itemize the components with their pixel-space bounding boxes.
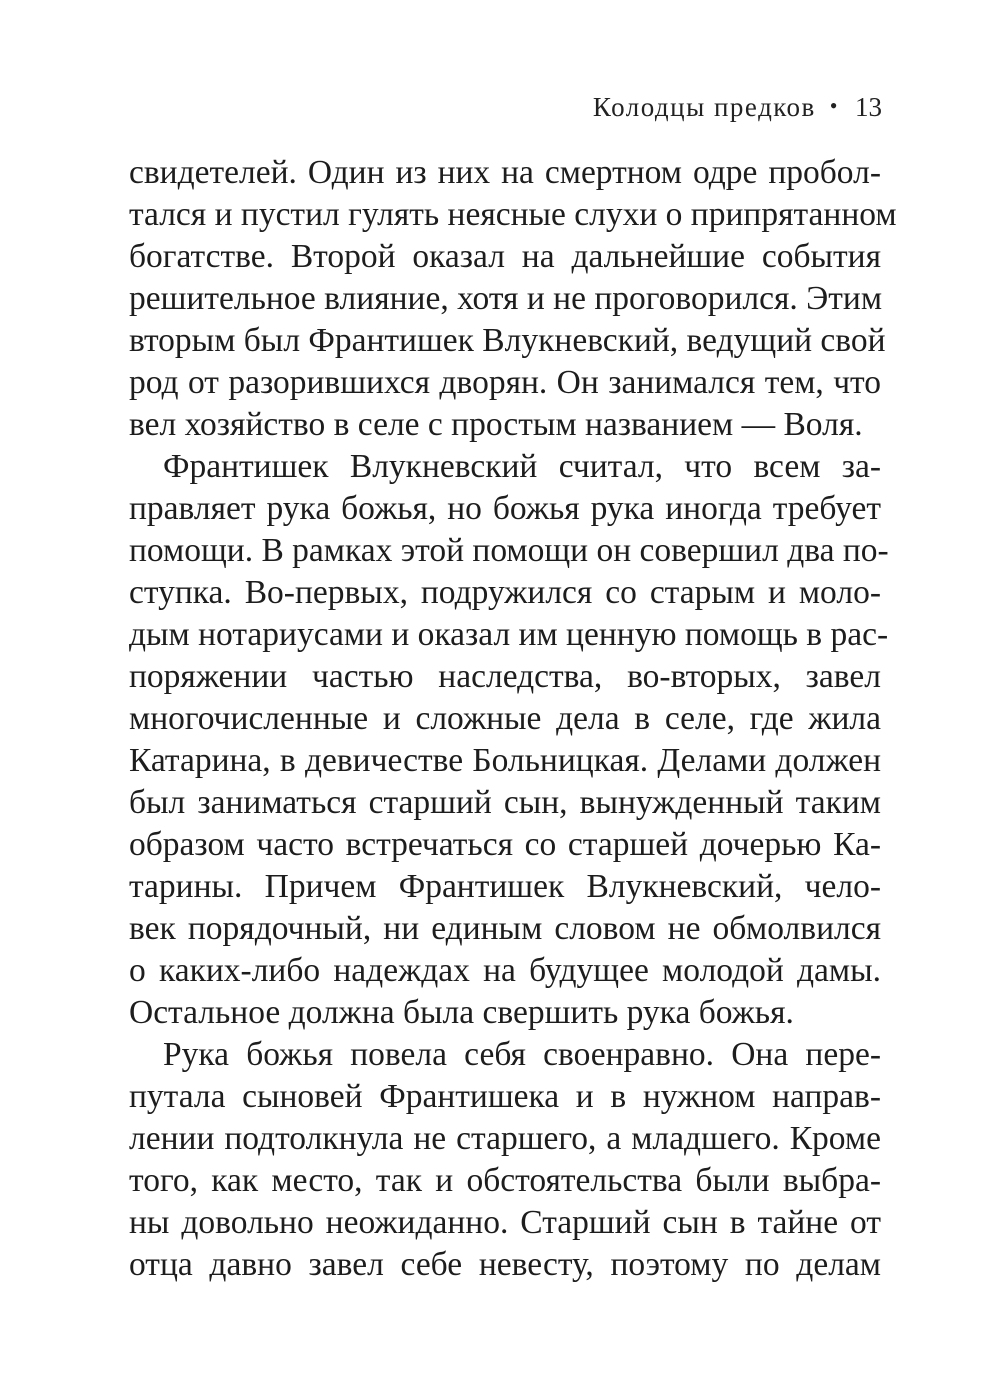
text-line: богатстве. Второй оказал на дальнейшие события (129, 238, 881, 275)
text-line: ны довольно неожиданно. Старший сын в тайне от (129, 1204, 881, 1241)
page-number: 13 (855, 92, 882, 122)
text-line: о каких-либо надеждах на будущее молодой дамы. (129, 952, 881, 989)
text-line: правляет рука божья, но божья рука иногда требует (129, 490, 881, 527)
text-line: вел хозяйство в селе с простым названием — Воля. (129, 406, 863, 443)
text-line: тарины. Причем Франтишек Влукневский, чело- (129, 868, 881, 905)
text-line: поряжении частью наследства, во-вторых, завел (129, 658, 881, 695)
running-head-bullet: • (829, 93, 839, 118)
body-text (129, 152, 897, 1286)
paragraph-3 (129, 1034, 881, 1286)
paragraph-2 (129, 446, 889, 1034)
text-line: свидетелей. Один из них на смертном одре пробол- (129, 154, 881, 191)
text-line: тался и пустил гулять неясные слухи о припрятанном (129, 196, 897, 233)
running-head (593, 92, 882, 123)
text-line: вторым был Франтишек Влукневский, ведущий свой (129, 322, 886, 359)
text-line: ступка. Во-первых, подружился со старым и моло- (129, 574, 881, 611)
text-line: род от разорившихся дворян. Он занимался тем, что (129, 364, 881, 401)
text-line: решительное влияние, хотя и не проговорился. Этим (129, 280, 883, 317)
text-line: путала сыновей Франтишека и в нужном направ- (129, 1078, 881, 1115)
text-line: Остальное должна была свершить рука божья. (129, 994, 794, 1031)
text-line: отца давно завел себе невесту, поэтому по делам (129, 1246, 881, 1283)
text-line: лении подтолкнула не старшего, а младшего. Кроме (129, 1120, 881, 1157)
text-line: Катарина, в девичестве Больницкая. Делами должен (129, 742, 881, 779)
text-line: образом часто встречаться со старшей дочерью Ка- (129, 826, 881, 863)
text-line: дым нотариусами и оказал им ценную помощь в рас- (129, 616, 889, 653)
text-line: многочисленные и сложные дела в селе, где жила (129, 700, 881, 737)
text-line: помощи. В рамках этой помощи он совершил два по- (129, 532, 889, 569)
text-line: век порядочный, ни единым словом не обмолвился (129, 910, 881, 947)
paragraph-1 (129, 152, 897, 446)
running-head-title: Колодцы предков (592, 92, 816, 122)
text-line: был заниматься старший сын, вынужденный таким (129, 784, 881, 821)
text-line: Рука божья повела себя своенравно. Она пере- (163, 1036, 881, 1073)
text-line: Франтишек Влукневский считал, что всем за- (163, 448, 881, 485)
text-line: того, как место, так и обстоятельства были выбра- (129, 1162, 881, 1199)
